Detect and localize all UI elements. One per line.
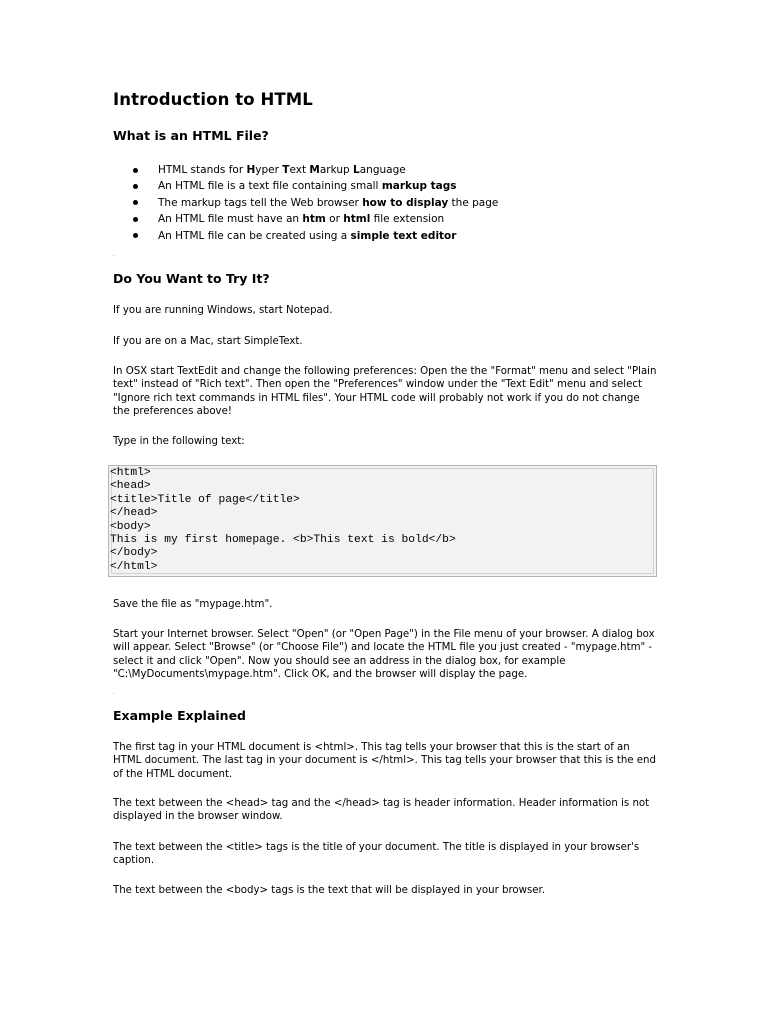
bold-term: html xyxy=(343,213,371,226)
paragraph-windows: If you are running Windows, start Notepad. xyxy=(113,305,333,316)
paragraph-open-browser: Start your Internet browser. Select "Open" (or "Open Page") in the File menu of your browser. A dialog box will appear. Select "Browse" (or "Choose File") and locate the HTML file you just created - "mypage.htm" - select it and click "Open". Now you should see an address in the dialog box, for example "C:\MyDocuments\mypage.htm". Click OK, and the browser will display the page. xyxy=(113,629,655,681)
paragraph-type-text: Type in the following text: xyxy=(113,436,245,447)
paragraph-osx: In OSX start TextEdit and change the following preferences: Open the the "Format" menu and select "Plain text" instead of "Rich text". Then open the "Preferences" window under the "Text Edit" menu and select "Ignore rich text commands in HTML files". Your HTML code will probably not work if you do not change the preferences above! xyxy=(113,366,657,418)
separator-mark: . xyxy=(113,689,115,696)
list-item: An HTML file can be created using a simple text editor xyxy=(113,228,498,244)
section-heading-try-it: Do You Want to Try It? xyxy=(113,271,270,286)
bold-term: simple text editor xyxy=(350,229,457,242)
bold-term: T xyxy=(282,164,290,176)
paragraph-html-tag: The first tag in your HTML document is <html>. This tag tells your browser that this is the start of an HTML document. The last tag in your document is </html>. This tag tells your browser that this is the end of the HTML document. xyxy=(113,742,656,780)
bullet-list xyxy=(113,162,498,244)
bold-term: htm xyxy=(302,213,326,226)
bold-term: L xyxy=(353,164,360,176)
list-item: HTML stands for Hyper Text Markup Language xyxy=(113,162,498,178)
list-item: The markup tags tell the Web browser how to display the page xyxy=(113,195,498,211)
code-example-box xyxy=(108,465,657,577)
paragraph-title-tag: The text between the <title> tags is the title of your document. The title is displayed in your browser's caption. xyxy=(113,842,640,867)
paragraph-save-file: Save the file as "mypage.htm". xyxy=(113,599,273,610)
paragraph-mac: If you are on a Mac, start SimpleText. xyxy=(113,336,303,347)
separator-mark: . xyxy=(113,251,115,258)
bold-term: M xyxy=(309,164,320,176)
bold-term: H xyxy=(246,164,256,176)
paragraph-head-tag: The text between the <head> tag and the </head> tag is header information. Header information is not displayed in the browser window. xyxy=(113,798,650,823)
bold-term: markup tags xyxy=(381,180,457,193)
list-item: An HTML file must have an htm or html file extension xyxy=(113,211,498,227)
code-example: <html> <head> <title>Title of page</title> </head> <body> This is my first homepage. <b>This text is bold</b> </body> </html> xyxy=(110,467,456,573)
list-item: An HTML file is a text file containing small markup tags xyxy=(113,178,498,194)
paragraph-body-tag: The text between the <body> tags is the text that will be displayed in your browser. xyxy=(113,885,546,896)
section-heading-example-explained: Example Explained xyxy=(113,708,247,723)
section-heading-what-is-html: What is an HTML File? xyxy=(113,128,269,143)
page-title: Introduction to HTML xyxy=(113,90,313,109)
bold-term: how to display xyxy=(362,196,449,209)
